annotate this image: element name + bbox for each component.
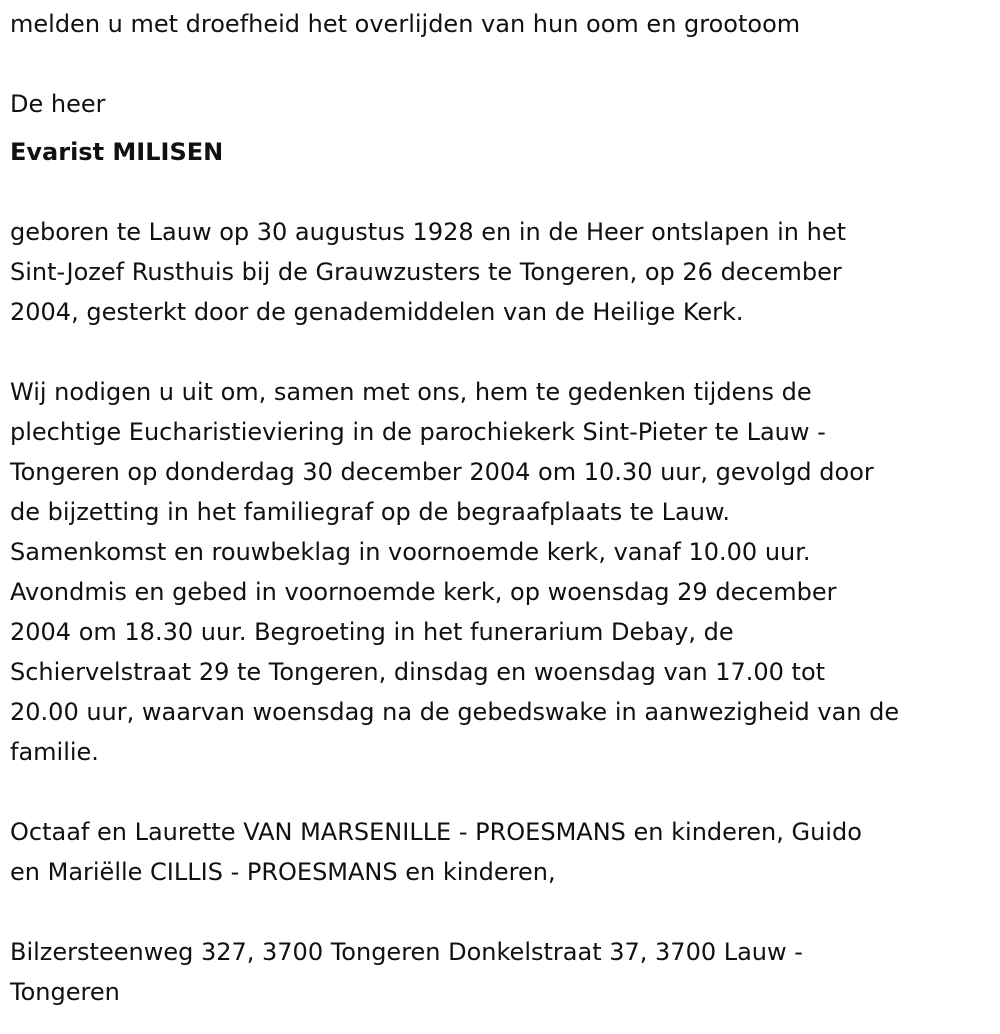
paragraph-line: Tongeren [10, 978, 120, 1006]
address-paragraph [10, 932, 990, 1012]
paragraph-line: Octaaf en Laurette VAN MARSENILLE - PROESMANS en kinderen, Guido [10, 818, 862, 846]
paragraph-line: en Mariëlle CILLIS - PROESMANS en kinderen, [10, 858, 556, 886]
paragraph-line: Samenkomst en rouwbeklag in voornoemde kerk, vanaf 10.00 uur. [10, 538, 811, 566]
intro-text: melden u met droefheid het overlijden van hun oom en grootoom [10, 10, 801, 38]
deceased-name: Evarist MILISEN [10, 138, 224, 166]
birth-death-paragraph [10, 212, 990, 332]
ceremony-paragraph [10, 372, 990, 772]
paragraph-line: 2004 om 18.30 uur. Begroeting in het funerarium Debay, de [10, 618, 734, 646]
honorific-title: De heer [10, 90, 106, 118]
obituary-document [0, 4, 1000, 1034]
paragraph-line: Wij nodigen u uit om, samen met ons, hem te gedenken tijdens de [10, 378, 812, 406]
paragraph-line: Schiervelstraat 29 te Tongeren, dinsdag en woensdag van 17.00 tot [10, 658, 826, 686]
paragraph-line: Sint-Jozef Rusthuis bij de Grauwzusters te Tongeren, op 26 december [10, 258, 842, 286]
paragraph-line: de bijzetting in het familiegraf op de begraafplaats te Lauw. [10, 498, 730, 526]
paragraph-line: Tongeren op donderdag 30 december 2004 om 10.30 uur, gevolgd door [10, 458, 874, 486]
paragraph-line: 2004, gesterkt door de genademiddelen van de Heilige Kerk. [10, 298, 744, 326]
paragraph-line: Bilzersteenweg 327, 3700 Tongeren Donkelstraat 37, 3700 Lauw - [10, 938, 803, 966]
paragraph-line: plechtige Eucharistieviering in de parochiekerk Sint-Pieter te Lauw - [10, 418, 826, 446]
family-paragraph [10, 812, 990, 892]
paragraph-line: Avondmis en gebed in voornoemde kerk, op woensdag 29 december [10, 578, 837, 606]
paragraph-line: geboren te Lauw op 30 augustus 1928 en in de Heer ontslapen in het [10, 218, 846, 246]
paragraph-line: familie. [10, 738, 99, 766]
paragraph-line: 20.00 uur, waarvan woensdag na de gebedswake in aanwezigheid van de [10, 698, 900, 726]
